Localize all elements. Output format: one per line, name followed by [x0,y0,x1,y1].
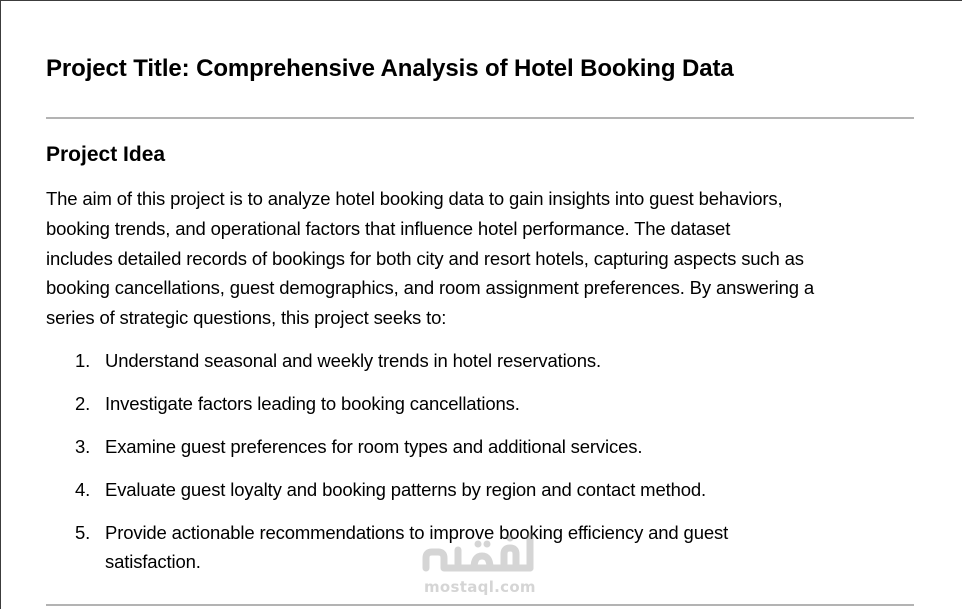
intro-line: includes detailed records of bookings for both city and resort hotels, capturing aspects such as [46,247,804,269]
list-number: 2. [75,393,91,414]
intro-line: booking cancellations, guest demographics, and room assignment preferences. By answering a [46,277,815,299]
watermark-site-text: mostaql.com [424,578,536,596]
bottom-divider [46,604,914,606]
list-text [105,389,865,418]
intro-line: booking trends, and operational factors that influence hotel performance. The dataset [46,217,731,239]
list-number: 1. [75,350,91,371]
list-text-line: Understand seasonal and weekly trends in hotel reservations. [105,350,601,371]
list-text-line: Provide actionable recommendations to improve booking efficiency and guest [105,522,729,543]
project-title: Project Title: Comprehensive Analysis of Hotel Booking Data [46,55,734,82]
list-number: 3. [75,436,91,457]
intro-line: series of strategic questions, this project seeks to: [46,307,447,329]
intro-line: The aim of this project is to analyze hotel booking data to gain insights into guest behaviors, [46,188,783,209]
mostaql-watermark [418,528,542,598]
list-number: 5. [75,522,91,543]
list-text [105,475,865,504]
mostaql-logo-icon [418,528,542,580]
list-text [105,432,865,461]
section-heading: Project Idea [46,143,166,166]
list-text-line: Investigate factors leading to booking cancellations. [105,393,520,414]
list-text-line: satisfaction. [105,551,201,572]
list-text [105,346,865,375]
intro-paragraph [46,184,921,333]
top-divider [46,117,914,119]
list-text-line: Evaluate guest loyalty and booking patterns by region and contact method. [105,479,706,500]
list-number: 4. [75,479,91,500]
list-text-line: Examine guest preferences for room types and additional services. [105,436,643,457]
